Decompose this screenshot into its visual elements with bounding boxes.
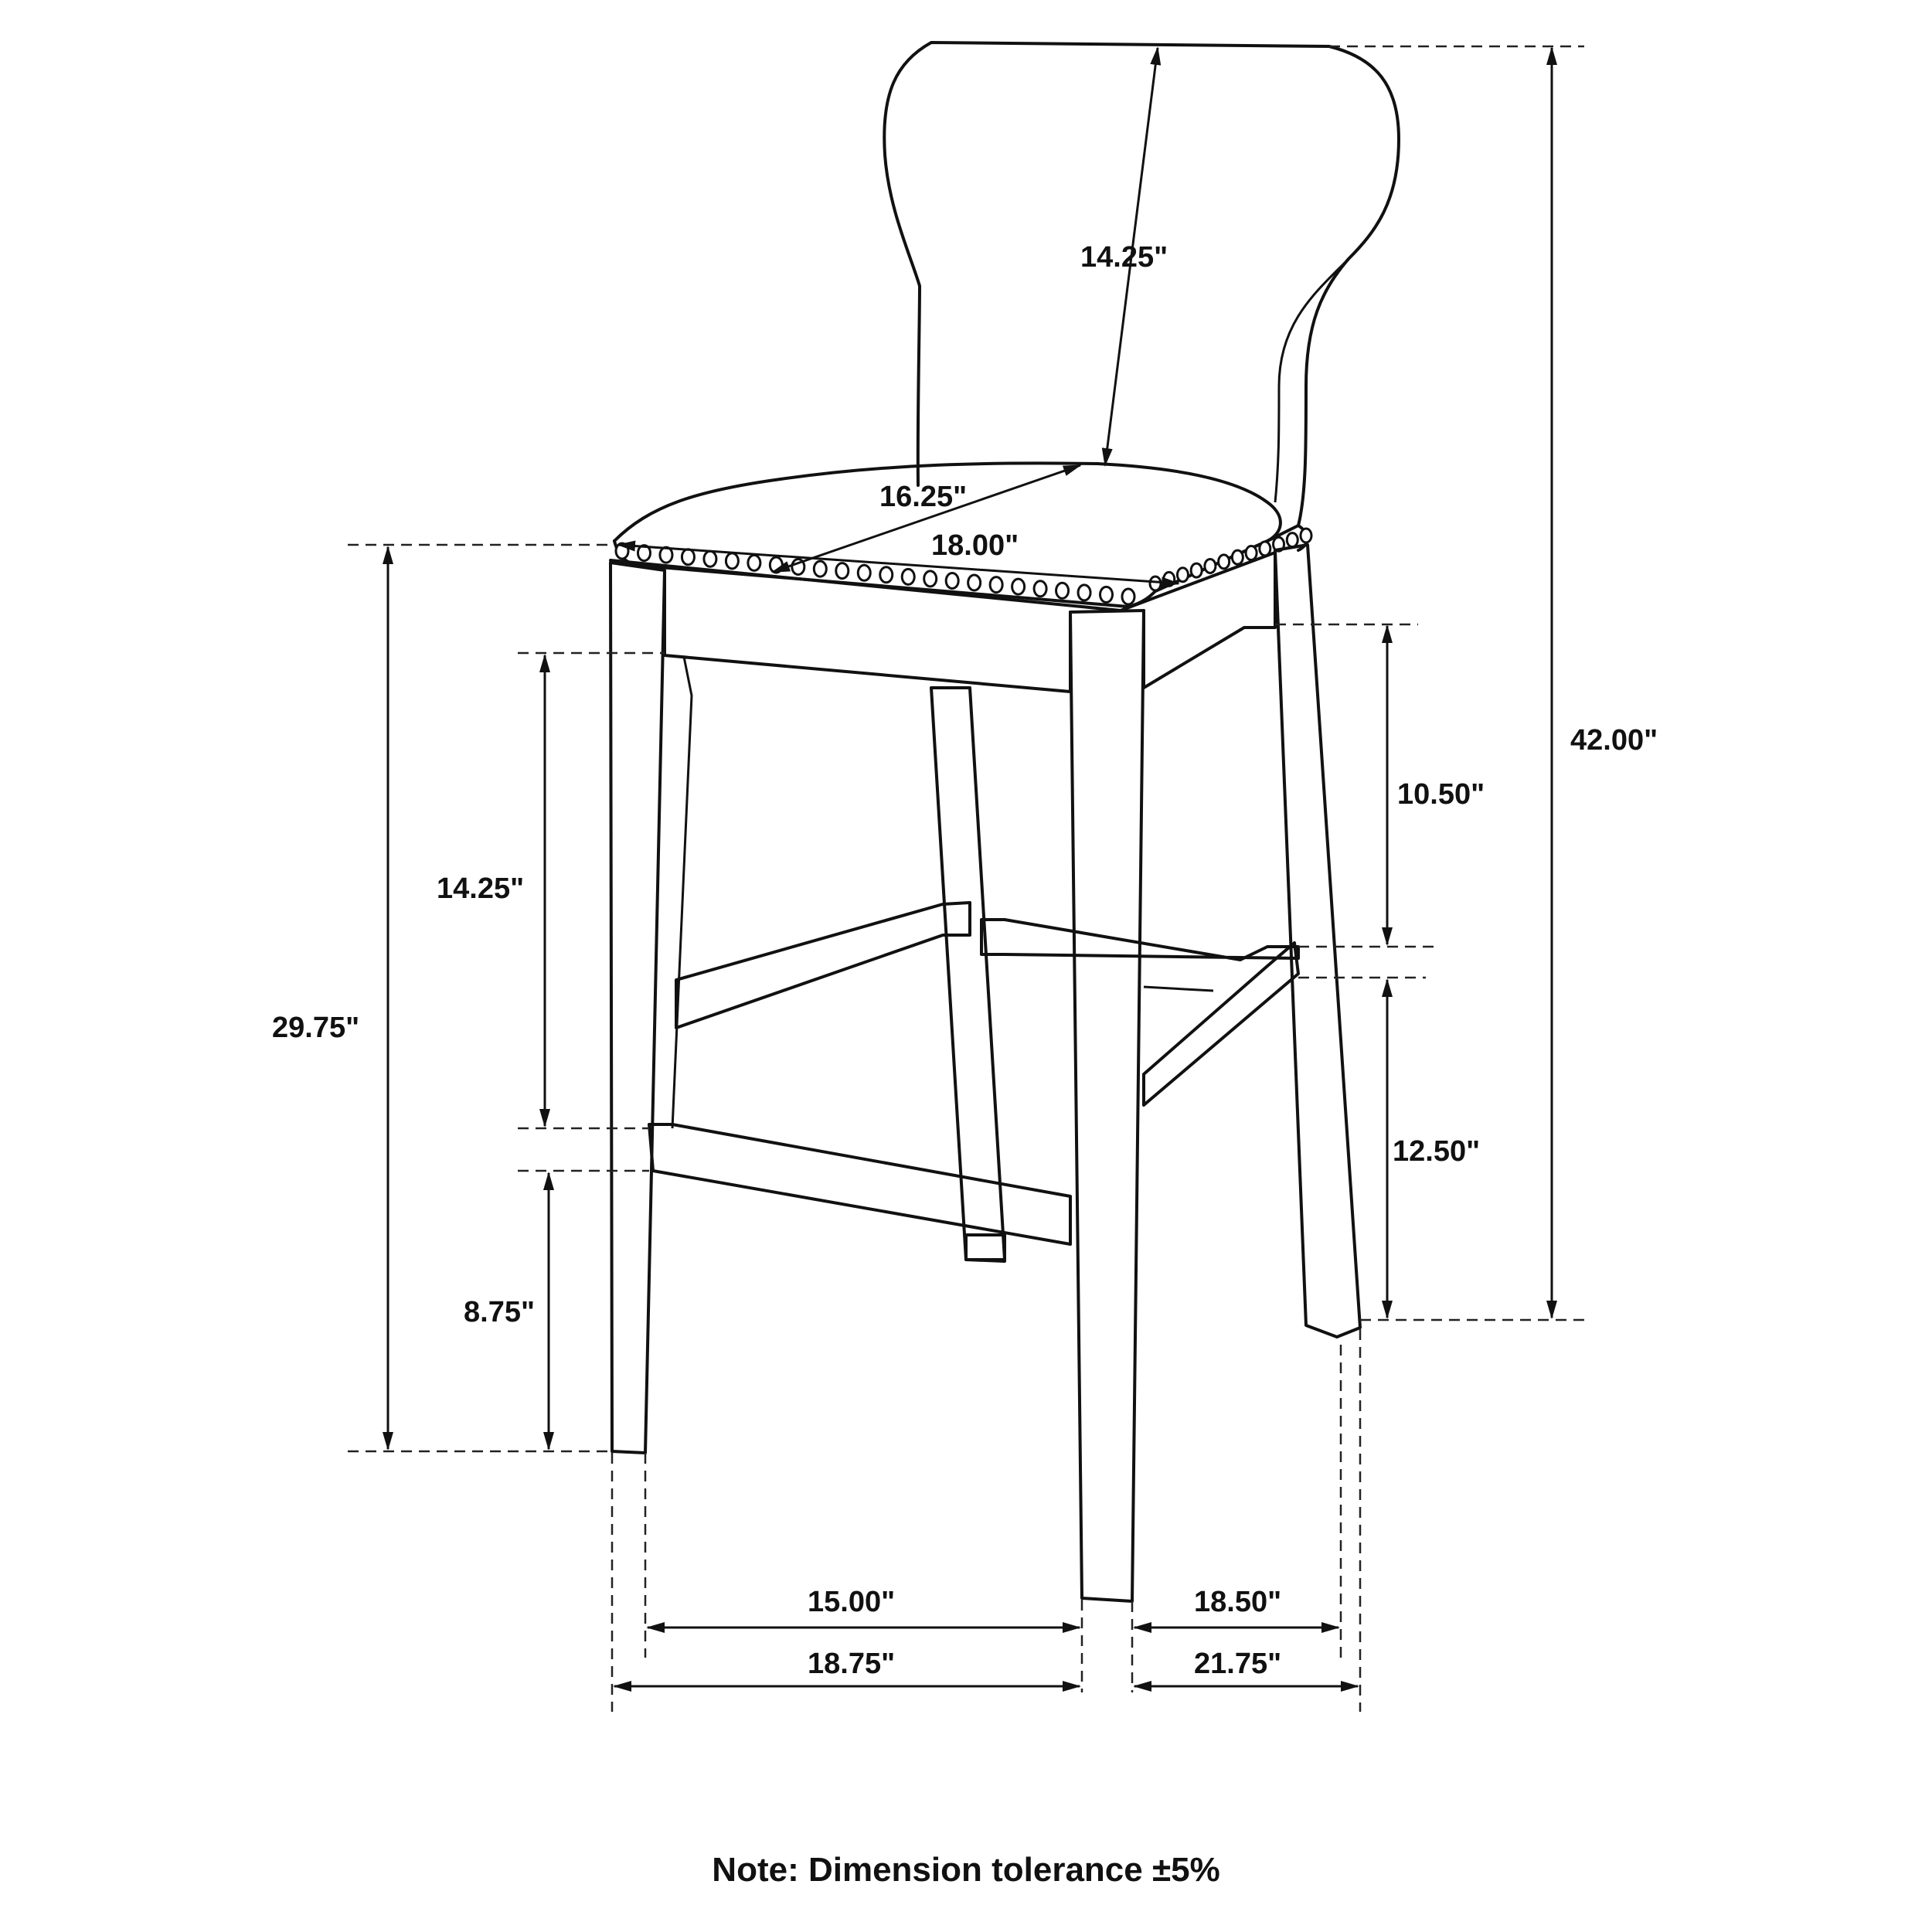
backrest-inner-seam [1275,263,1345,502]
nailhead-stud [682,549,694,565]
nailhead-stud [1260,542,1270,556]
nailhead-stud [1056,583,1069,598]
nailhead-stud [1205,559,1216,573]
chair-outline [611,43,1399,1601]
nailhead-stud [726,553,738,569]
nailhead-stud [1232,550,1243,564]
seat-width-dimline [618,545,1179,583]
front-apron [665,572,1070,692]
nailhead-stud [1122,589,1134,604]
nailhead-stud [968,575,981,590]
back-stretcher-lower [1144,987,1213,991]
nailhead-stud [1150,577,1161,590]
nailhead-stud [814,561,826,577]
nailhead-stud [1287,533,1298,547]
seat-width-label: 18.00" [931,529,1019,562]
front-right-leg [1070,611,1144,1601]
nailhead-stud [1177,568,1188,582]
nailhead-stud [1219,555,1230,569]
seat-to-side-stretcher-label: 10.50" [1397,778,1485,811]
footrest-height-label: 8.75" [464,1296,535,1328]
seat-height-label: 29.75" [272,1012,360,1044]
nailhead-stud [1012,579,1025,594]
nailhead-stud [704,551,716,566]
nailhead-stud [1246,546,1257,560]
nailhead-stud [946,573,958,588]
right-side-stretcher [1144,943,1298,1105]
side-inner-depth-label: 18.50" [1194,1586,1282,1618]
nailhead-stud [1100,587,1113,602]
dimension-labels [272,241,1658,1680]
extension-lines [348,46,1584,1712]
nailhead-stud [858,565,870,580]
backrest [884,43,1399,526]
front-left-leg [611,563,665,1453]
seat-to-footrest-label: 14.25" [437,872,525,905]
side-stretcher-height-label: 12.50" [1393,1135,1481,1168]
tolerance-note: Note: Dimension tolerance ±5% [712,1851,1220,1889]
front-inner-width-label: 15.00" [808,1586,896,1618]
seat-depth-label: 16.25" [879,481,968,513]
front-footrest [649,1124,1070,1244]
nailhead-stud [748,555,760,570]
back-right-leg [1275,545,1360,1337]
left-side-stretcher [676,903,970,1028]
nailhead-stud [880,567,893,583]
nailhead-stud [1078,585,1090,600]
nailhead-stud [924,571,937,587]
front-outer-width-label: 18.75" [808,1648,896,1680]
inner-post [672,657,692,1128]
side-outer-depth-label: 21.75" [1194,1648,1282,1680]
nailhead-stud [1191,563,1202,577]
overall-height-label: 42.00" [1570,724,1658,757]
nailhead-stud [836,563,849,579]
nailhead-stud [1301,529,1311,543]
back-left-leg-foot [966,1235,1005,1261]
nailhead-stud [1034,581,1046,597]
dimension-lines [388,48,1552,1686]
back-height-label: 14.25" [1080,241,1168,274]
nailhead-stud [902,569,914,584]
nailhead-stud [990,577,1002,593]
